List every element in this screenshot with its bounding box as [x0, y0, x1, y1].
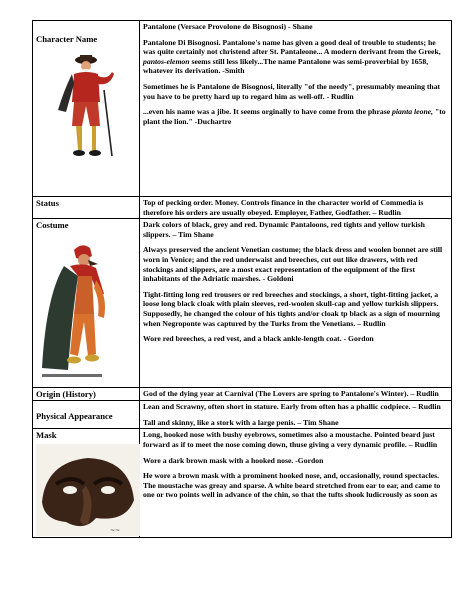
- physical-appearance-content: Lean and Scrawny, often short in stature. Early from often has a phallic codpiece. – Rudlin Tall and skinny, like a stork with a large penis. – Tim Shane: [140, 401, 452, 429]
- costume-content: [140, 219, 452, 388]
- label-cell: [33, 429, 140, 538]
- status-label: Status: [33, 197, 140, 219]
- pantalone-mask-photo: [36, 444, 140, 536]
- costume-rudlin: Tight-fitting long red trousers or red breeches and stockings, a short, tight-fitting jacket, a loose long black cloak with plain sleeves, red-woolen skull-cap and yellow turkish slippers. Supposedly, he changed the colour of his tights and/or cloak tp black as a sign of mourning when Negroponte was captured by the Turks from the Venetians. – Rudlin: [143, 289, 440, 328]
- origin-content: God of the dying year at Carnival (The Lovers are spring to Pantalone's Winter). – Rudlin: [140, 388, 452, 401]
- label-cell: [33, 21, 140, 197]
- row-status: [33, 197, 452, 219]
- mask-content: [140, 429, 452, 538]
- costume-goldoni: Always preserved the ancient Venetian costume; the black dress and woolen bonnet are still worn in Venice; and the red underwaist and breeches, cut out like drawers, with red stockings and slippers, are a most exact representation of the equipment of the first inhabitants of the Adriatic marshes. - Goldoni: [143, 245, 443, 284]
- name-duchartre: ...even his name was a jibe. It seems orginally to have come from the phrase pianta leone, "to plant the lion." -Duchartre: [143, 107, 446, 126]
- name-rudlin: Sometimes he is Pantalone de Bisognosi, literally "of the needy", presumably meaning that you have to be pretty hard up to regard him as well-off. - Rudlin: [143, 81, 441, 101]
- mask-label: Mask: [36, 430, 57, 441]
- character-name-content: [140, 21, 452, 197]
- physical-appearance-label: Physical Appearance: [33, 401, 140, 429]
- pantalone-costume-illustration: [38, 236, 128, 386]
- mask-description: He wore a brown mask with a prominent hooked nose, and, occasionally, round spectacles. The moustache was greay and sparse. A white beard stretched from ear to ear, and came to one or two points well in advance of the chin, so that the tufts shook ludicrously as soon as: [143, 471, 441, 500]
- label-cell: [33, 219, 140, 388]
- mask-gordon: Wore a dark brown mask with a hooked nose. -Gordon: [143, 455, 324, 465]
- row-origin: [33, 388, 452, 401]
- row-mask: [33, 429, 452, 538]
- pantalone-figure-illustration: [52, 50, 120, 162]
- mask-photo-signature: ~~: [110, 527, 121, 535]
- origin-label: Origin (History): [33, 388, 140, 401]
- character-name-label: Character Name: [36, 34, 98, 44]
- costume-shane: Dark colors of black, grey and red. Dynamic Pantaloons, red tights and yellow turkish slippers. – Tim Shane: [143, 220, 425, 239]
- name-shane: Pantalone (Versace Provolone de Bisognosi) - Shane: [143, 22, 313, 31]
- row-character-name: [33, 21, 452, 197]
- costume-label: Costume: [36, 220, 69, 231]
- status-content: Top of pecking order. Money. Controls finance in the character world of Commedia is therefore his orders are usually obeyed. Employer, Father, Godfather. – Rudlin: [140, 197, 452, 219]
- row-costume: [33, 219, 452, 388]
- mask-rudlin: Long, hooked nose with bushy eyebrows, sometimes also a moustache. Pointed beard just forward as if to meet the nose coming down, thuse giving a very dynamic profile. – Rudlin: [143, 430, 438, 449]
- name-smith: Pantalone Di Bisognosi. Pantalone's name has given a good deal of trouble to students; he was quite certainly not christend after St. Pantaleone... A modern derivant from the Greek, pantos-elemon seems still less likely...The name Pantalone was semi-proverbial by 1658, whatever its derivation. -Smith: [143, 37, 441, 76]
- costume-gordon: Wore red breeches, a red vest, and a black ankle-length coat. - Gordon: [143, 334, 374, 344]
- row-physical-appearance: [33, 401, 452, 429]
- pantalone-character-table: [32, 20, 452, 538]
